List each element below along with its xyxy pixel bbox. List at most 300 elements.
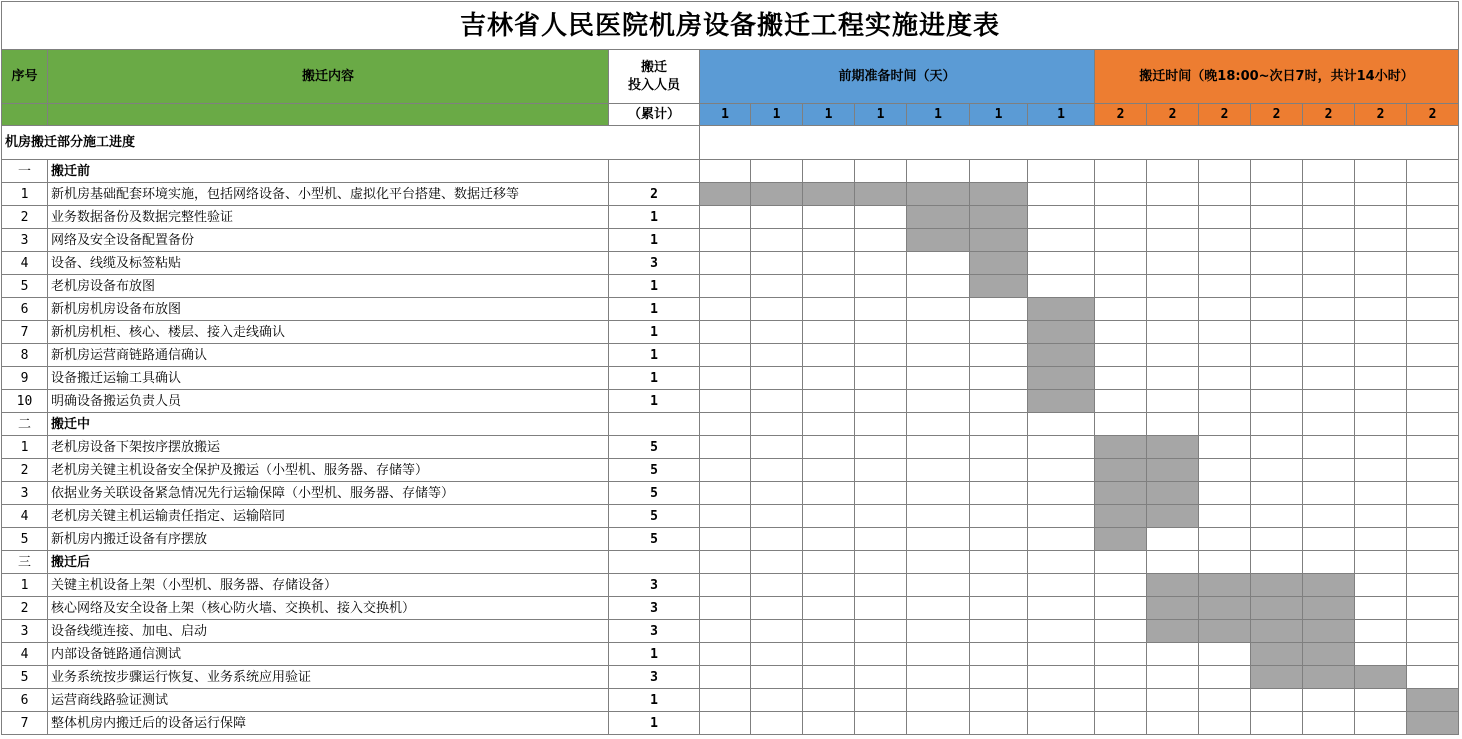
timeline-cell — [1251, 505, 1303, 528]
timeline-cell-filled — [700, 183, 751, 206]
task-row — [2, 528, 1459, 551]
timeline-cell-filled — [1251, 620, 1303, 643]
move-hour-unit: 2 — [1303, 104, 1355, 126]
timeline-cell — [1251, 689, 1303, 712]
task-row — [2, 620, 1459, 643]
timeline-cell-filled — [1407, 712, 1459, 735]
task-description: 明确设备搬运负责人员 — [48, 390, 609, 413]
timeline-cell-filled — [1303, 597, 1355, 620]
timeline-cell — [1147, 321, 1199, 344]
timeline-cell — [1028, 597, 1095, 620]
timeline-cell — [751, 206, 803, 229]
task-staff-count: 1 — [609, 344, 700, 367]
timeline-cell — [803, 597, 855, 620]
timeline-cell — [1251, 390, 1303, 413]
timeline-cell — [700, 275, 751, 298]
task-description: 整体机房内搬迁后的设备运行保障 — [48, 712, 609, 735]
task-number: 6 — [2, 689, 48, 712]
timeline-cell — [803, 206, 855, 229]
timeline-cell — [1303, 160, 1355, 183]
task-staff-count: 3 — [609, 252, 700, 275]
timeline-cell-filled — [1303, 643, 1355, 666]
timeline-cell — [1303, 183, 1355, 206]
timeline-cell-filled — [1095, 436, 1147, 459]
timeline-cell-filled — [1147, 574, 1199, 597]
task-staff-count: 1 — [609, 229, 700, 252]
timeline-cell — [1355, 505, 1407, 528]
timeline-cell — [1028, 574, 1095, 597]
timeline-cell — [1028, 183, 1095, 206]
timeline-cell — [907, 413, 970, 436]
timeline-cell — [1251, 183, 1303, 206]
task-number: 4 — [2, 643, 48, 666]
timeline-cell — [1407, 436, 1459, 459]
timeline-cell — [1199, 528, 1251, 551]
header-staff — [609, 50, 700, 104]
prep-day-unit: 1 — [970, 104, 1028, 126]
timeline-cell — [1303, 436, 1355, 459]
timeline-cell — [1407, 390, 1459, 413]
timeline-cell — [855, 482, 907, 505]
timeline-cell — [970, 666, 1028, 689]
timeline-cell — [907, 275, 970, 298]
task-number: 7 — [2, 712, 48, 735]
timeline-cell — [855, 436, 907, 459]
timeline-cell-filled — [1147, 505, 1199, 528]
timeline-cell — [700, 689, 751, 712]
timeline-cell-filled — [907, 206, 970, 229]
timeline-cell — [907, 436, 970, 459]
task-description: 老机房关键主机设备安全保护及搬运（小型机、服务器、存储等） — [48, 459, 609, 482]
task-row — [2, 712, 1459, 735]
timeline-cell — [855, 666, 907, 689]
timeline-cell — [700, 528, 751, 551]
timeline-cell — [1407, 252, 1459, 275]
group-row — [2, 160, 1459, 183]
timeline-cell — [700, 229, 751, 252]
timeline-cell — [803, 620, 855, 643]
timeline-cell — [1028, 413, 1095, 436]
timeline-cell — [1355, 275, 1407, 298]
timeline-cell — [803, 666, 855, 689]
timeline-cell — [970, 712, 1028, 735]
timeline-cell — [1095, 252, 1147, 275]
task-description: 设备线缆连接、加电、启动 — [48, 620, 609, 643]
task-staff-count: 5 — [609, 436, 700, 459]
timeline-cell — [1251, 367, 1303, 390]
timeline-cell — [855, 321, 907, 344]
task-number: 2 — [2, 459, 48, 482]
timeline-cell — [1407, 298, 1459, 321]
timeline-cell — [1095, 689, 1147, 712]
timeline-cell — [907, 367, 970, 390]
timeline-cell-filled — [970, 183, 1028, 206]
task-description: 新机房机房设备布放图 — [48, 298, 609, 321]
timeline-cell — [855, 367, 907, 390]
timeline-cell-filled — [1407, 689, 1459, 712]
timeline-cell — [1095, 574, 1147, 597]
task-staff-count: 3 — [609, 666, 700, 689]
task-description: 运营商线路验证测试 — [48, 689, 609, 712]
move-hour-unit: 2 — [1199, 104, 1251, 126]
timeline-cell — [700, 206, 751, 229]
timeline-cell — [855, 459, 907, 482]
timeline-cell — [1303, 712, 1355, 735]
timeline-cell — [1303, 459, 1355, 482]
timeline-cell-filled — [1095, 482, 1147, 505]
timeline-cell — [855, 505, 907, 528]
timeline-cell — [803, 160, 855, 183]
timeline-cell — [970, 367, 1028, 390]
group-row — [2, 551, 1459, 574]
timeline-cell — [1303, 321, 1355, 344]
timeline-cell — [1147, 298, 1199, 321]
timeline-cell — [751, 666, 803, 689]
timeline-cell — [907, 459, 970, 482]
timeline-cell — [1355, 252, 1407, 275]
timeline-cell — [751, 505, 803, 528]
timeline-cell — [855, 275, 907, 298]
timeline-cell — [907, 528, 970, 551]
task-row — [2, 321, 1459, 344]
timeline-cell — [855, 712, 907, 735]
header-staff-bottom: 投入人员 — [627, 77, 680, 93]
timeline-cell — [751, 712, 803, 735]
task-number: 5 — [2, 275, 48, 298]
timeline-cell — [1355, 229, 1407, 252]
header-content-blank — [48, 104, 609, 126]
timeline-cell — [751, 643, 803, 666]
timeline-cell — [803, 252, 855, 275]
timeline-cell — [1407, 574, 1459, 597]
timeline-cell — [1251, 275, 1303, 298]
task-staff-count: 5 — [609, 528, 700, 551]
timeline-cell — [700, 712, 751, 735]
timeline-cell-filled — [1028, 321, 1095, 344]
timeline-cell — [1303, 551, 1355, 574]
timeline-cell — [803, 459, 855, 482]
task-staff-count: 5 — [609, 505, 700, 528]
timeline-cell — [700, 344, 751, 367]
timeline-cell — [751, 597, 803, 620]
timeline-cell-filled — [1095, 528, 1147, 551]
timeline-cell — [1407, 551, 1459, 574]
task-number: 1 — [2, 183, 48, 206]
task-row — [2, 390, 1459, 413]
task-description: 老机房设备布放图 — [48, 275, 609, 298]
timeline-cell — [751, 275, 803, 298]
timeline-cell — [1147, 206, 1199, 229]
task-staff-count: 3 — [609, 620, 700, 643]
task-description: 关键主机设备上架（小型机、服务器、存储设备） — [48, 574, 609, 597]
task-row — [2, 275, 1459, 298]
timeline-cell — [1095, 712, 1147, 735]
task-description: 新机房机柜、核心、楼层、接入走线确认 — [48, 321, 609, 344]
timeline-cell — [1407, 482, 1459, 505]
timeline-cell — [1407, 344, 1459, 367]
timeline-cell — [855, 344, 907, 367]
timeline-cell — [1199, 275, 1251, 298]
timeline-cell-filled — [1028, 390, 1095, 413]
timeline-cell — [1303, 229, 1355, 252]
header-staff-top: 搬迁 — [640, 59, 667, 75]
section-title: 机房搬迁部分施工进度 — [2, 126, 700, 160]
task-description: 新机房运营商链路通信确认 — [48, 344, 609, 367]
timeline-cell-filled — [1147, 482, 1199, 505]
timeline-cell — [970, 390, 1028, 413]
timeline-cell — [1199, 298, 1251, 321]
timeline-cell — [803, 574, 855, 597]
timeline-cell — [700, 390, 751, 413]
timeline-cell-filled — [803, 183, 855, 206]
timeline-cell — [1407, 505, 1459, 528]
timeline-cell-filled — [1251, 643, 1303, 666]
task-description: 依据业务关联设备紧急情况先行运输保障（小型机、服务器、存储等） — [48, 482, 609, 505]
timeline-cell — [1303, 252, 1355, 275]
timeline-cell — [803, 298, 855, 321]
timeline-cell — [751, 436, 803, 459]
task-row — [2, 206, 1459, 229]
timeline-cell — [1199, 689, 1251, 712]
timeline-cell — [1407, 620, 1459, 643]
timeline-cell — [1095, 643, 1147, 666]
timeline-cell — [700, 413, 751, 436]
timeline-cell — [855, 620, 907, 643]
timeline-cell — [1095, 551, 1147, 574]
timeline-cell — [970, 298, 1028, 321]
timeline-cell — [1355, 206, 1407, 229]
move-hour-unit: 2 — [1147, 104, 1199, 126]
task-description: 业务系统按步骤运行恢复、业务系统应用验证 — [48, 666, 609, 689]
timeline-cell — [1095, 597, 1147, 620]
task-staff-count: 1 — [609, 390, 700, 413]
task-row — [2, 505, 1459, 528]
prep-day-unit: 1 — [803, 104, 855, 126]
task-staff-count: 1 — [609, 298, 700, 321]
task-description: 新机房内搬迁设备有序摆放 — [48, 528, 609, 551]
move-hour-unit: 2 — [1407, 104, 1459, 126]
timeline-cell-filled — [1355, 666, 1407, 689]
task-number: 1 — [2, 436, 48, 459]
timeline-cell — [1028, 436, 1095, 459]
timeline-cell — [1095, 229, 1147, 252]
task-number: 3 — [2, 620, 48, 643]
task-description: 核心网络及安全设备上架（核心防火墙、交换机、接入交换机） — [48, 597, 609, 620]
timeline-cell — [1147, 712, 1199, 735]
timeline-cell — [970, 528, 1028, 551]
move-hour-unit: 2 — [1355, 104, 1407, 126]
timeline-cell — [1407, 321, 1459, 344]
timeline-cell — [1147, 689, 1199, 712]
timeline-cell — [803, 390, 855, 413]
move-hour-unit: 2 — [1251, 104, 1303, 126]
timeline-cell — [1147, 252, 1199, 275]
timeline-cell — [1303, 206, 1355, 229]
timeline-cell-filled — [1147, 459, 1199, 482]
timeline-cell — [803, 344, 855, 367]
timeline-cell — [1199, 482, 1251, 505]
timeline-cell — [1407, 666, 1459, 689]
task-row — [2, 482, 1459, 505]
timeline-cell — [1028, 666, 1095, 689]
task-row — [2, 367, 1459, 390]
prep-day-unit: 1 — [855, 104, 907, 126]
timeline-cell — [1028, 620, 1095, 643]
timeline-cell — [1355, 620, 1407, 643]
timeline-cell — [1147, 275, 1199, 298]
timeline-cell — [1251, 528, 1303, 551]
timeline-cell — [1251, 459, 1303, 482]
timeline-cell — [1199, 229, 1251, 252]
timeline-cell — [1251, 482, 1303, 505]
timeline-cell — [1251, 321, 1303, 344]
section-title-spacer — [700, 126, 1459, 160]
task-row — [2, 597, 1459, 620]
timeline-cell — [907, 160, 970, 183]
timeline-cell — [1355, 482, 1407, 505]
timeline-cell — [1199, 413, 1251, 436]
timeline-cell — [1407, 206, 1459, 229]
timeline-cell — [751, 551, 803, 574]
timeline-cell — [1199, 436, 1251, 459]
timeline-cell — [700, 597, 751, 620]
task-number: 3 — [2, 482, 48, 505]
timeline-cell — [970, 689, 1028, 712]
timeline-cell — [803, 551, 855, 574]
timeline-cell — [700, 298, 751, 321]
group-name: 搬迁后 — [48, 551, 609, 574]
timeline-cell — [1028, 459, 1095, 482]
timeline-cell — [970, 482, 1028, 505]
task-number: 2 — [2, 597, 48, 620]
timeline-cell — [1095, 666, 1147, 689]
task-description: 网络及安全设备配置备份 — [48, 229, 609, 252]
timeline-cell — [907, 344, 970, 367]
timeline-cell — [855, 643, 907, 666]
timeline-cell — [907, 643, 970, 666]
timeline-cell-filled — [1303, 620, 1355, 643]
timeline-cell-filled — [970, 252, 1028, 275]
timeline-cell — [1303, 413, 1355, 436]
task-description: 老机房设备下架按序摆放搬运 — [48, 436, 609, 459]
timeline-cell — [1407, 367, 1459, 390]
header-seq-blank — [2, 104, 48, 126]
timeline-cell — [1095, 620, 1147, 643]
task-row — [2, 459, 1459, 482]
schedule-table — [1, 1, 1459, 735]
timeline-cell — [700, 436, 751, 459]
header-staff-cumulative: （累计） — [609, 104, 700, 126]
timeline-cell — [907, 666, 970, 689]
timeline-cell — [1199, 505, 1251, 528]
timeline-cell — [907, 551, 970, 574]
timeline-cell-filled — [1147, 620, 1199, 643]
timeline-cell — [1407, 413, 1459, 436]
timeline-cell — [1355, 574, 1407, 597]
timeline-cell — [1095, 275, 1147, 298]
prep-day-unit: 1 — [1028, 104, 1095, 126]
timeline-cell — [1355, 643, 1407, 666]
timeline-cell — [907, 390, 970, 413]
timeline-cell — [1028, 528, 1095, 551]
timeline-cell — [1251, 344, 1303, 367]
timeline-cell — [907, 689, 970, 712]
timeline-cell — [855, 528, 907, 551]
timeline-cell — [700, 620, 751, 643]
timeline-cell — [1355, 528, 1407, 551]
timeline-cell — [803, 413, 855, 436]
timeline-cell — [803, 229, 855, 252]
timeline-cell — [970, 551, 1028, 574]
timeline-cell — [1028, 482, 1095, 505]
timeline-cell — [1355, 712, 1407, 735]
timeline-cell — [1147, 413, 1199, 436]
task-number: 5 — [2, 666, 48, 689]
task-staff-count: 5 — [609, 459, 700, 482]
timeline-cell — [751, 574, 803, 597]
timeline-cell — [1199, 160, 1251, 183]
timeline-cell — [1251, 551, 1303, 574]
timeline-cell — [1251, 436, 1303, 459]
timeline-cell-filled — [1095, 459, 1147, 482]
group-number: 三 — [2, 551, 48, 574]
timeline-cell — [970, 643, 1028, 666]
task-number: 7 — [2, 321, 48, 344]
timeline-cell — [1199, 367, 1251, 390]
timeline-cell — [1407, 160, 1459, 183]
timeline-cell — [855, 206, 907, 229]
timeline-cell — [1147, 528, 1199, 551]
timeline-cell — [907, 597, 970, 620]
timeline-cell — [855, 574, 907, 597]
timeline-cell — [970, 321, 1028, 344]
task-staff-count: 2 — [609, 183, 700, 206]
page-title: 吉林省人民医院机房设备搬迁工程实施进度表 — [2, 2, 1459, 50]
timeline-cell — [700, 482, 751, 505]
timeline-cell — [700, 551, 751, 574]
task-row — [2, 574, 1459, 597]
timeline-cell — [1199, 344, 1251, 367]
group-name: 搬迁前 — [48, 160, 609, 183]
timeline-cell-filled — [751, 183, 803, 206]
timeline-cell — [855, 413, 907, 436]
timeline-cell — [803, 321, 855, 344]
timeline-cell — [700, 666, 751, 689]
timeline-cell — [1303, 505, 1355, 528]
timeline-cell-filled — [1199, 597, 1251, 620]
timeline-cell-filled — [1199, 574, 1251, 597]
task-number: 4 — [2, 505, 48, 528]
timeline-cell — [907, 252, 970, 275]
task-row — [2, 436, 1459, 459]
timeline-cell — [1095, 183, 1147, 206]
timeline-cell — [751, 252, 803, 275]
timeline-cell — [700, 574, 751, 597]
timeline-cell-filled — [1199, 620, 1251, 643]
group-name: 搬迁中 — [48, 413, 609, 436]
timeline-cell — [1303, 482, 1355, 505]
task-description: 设备搬迁运输工具确认 — [48, 367, 609, 390]
timeline-cell — [1199, 712, 1251, 735]
timeline-cell-filled — [1303, 574, 1355, 597]
timeline-cell — [1303, 367, 1355, 390]
timeline-cell — [1407, 229, 1459, 252]
timeline-cell — [1355, 160, 1407, 183]
task-staff-count: 1 — [609, 206, 700, 229]
timeline-cell — [1028, 206, 1095, 229]
timeline-cell — [907, 712, 970, 735]
timeline-cell — [1095, 413, 1147, 436]
